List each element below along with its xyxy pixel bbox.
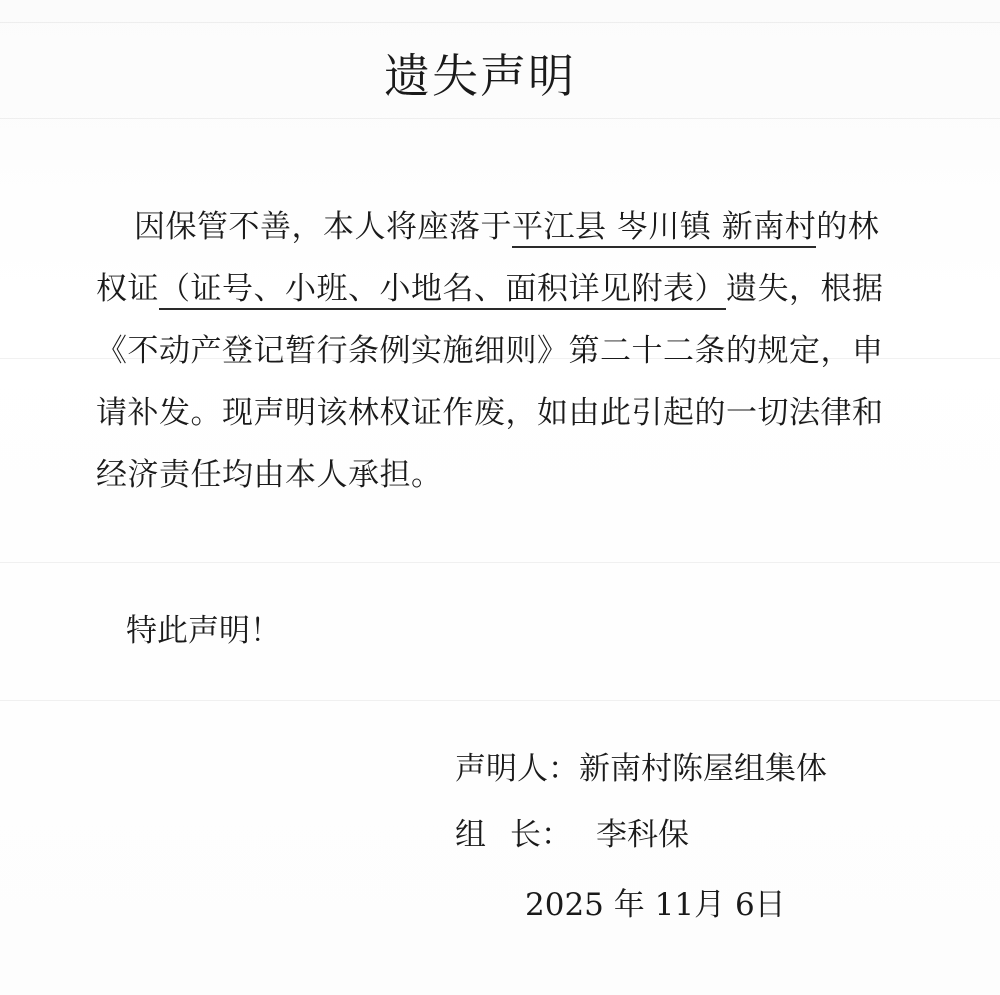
body-line-3: 《不动产登记暂行条例实施细则》第二十二条的规定，申 (96, 333, 884, 369)
date-day: 6 (734, 887, 755, 923)
declarer-label: 声明人： (455, 751, 579, 787)
body-text-segment: 权证 (96, 271, 159, 307)
underlined-location: 平江县 岑川镇 新南村 (512, 209, 816, 248)
leader-label-part1: 组 (455, 817, 486, 853)
document-title: 遗失声明 (384, 49, 576, 103)
date-month: 11 (654, 887, 695, 923)
date-day-unit: 日 (754, 887, 786, 923)
group-leader-line (455, 810, 689, 860)
body-line-1 (96, 196, 916, 258)
date-month-unit: 月 (694, 887, 726, 923)
scan-noise (0, 118, 1000, 119)
body-line-5: 经济责任均由本人承担。 (96, 457, 443, 493)
scan-noise (0, 22, 1000, 23)
leader-name: 李科保 (596, 817, 689, 853)
underlined-certificate-details: （证号、小班、小地名、面积详见附表） (159, 271, 726, 310)
scan-noise (0, 700, 1000, 701)
date-year: 2025 (525, 887, 604, 923)
scan-noise (0, 562, 1000, 563)
date-year-unit: 年 (613, 887, 645, 923)
declarer-line (455, 744, 827, 794)
body-text-segment: 因保管不善，本人将座落于 (134, 209, 512, 245)
leader-label-part2: 长： (510, 817, 572, 853)
statement-body (96, 196, 916, 506)
declarer-name: 新南村陈屋组集体 (579, 751, 827, 787)
body-text-segment: 的林 (816, 209, 880, 245)
body-text-segment: 遗失，根据 (726, 271, 884, 307)
body-line-4: 请补发。现声明该林权证作废，如由此引起的一切法律和 (96, 395, 884, 431)
body-line-2 (96, 258, 916, 320)
closing-statement: 特此声明！ (126, 613, 281, 649)
statement-date (525, 880, 786, 930)
